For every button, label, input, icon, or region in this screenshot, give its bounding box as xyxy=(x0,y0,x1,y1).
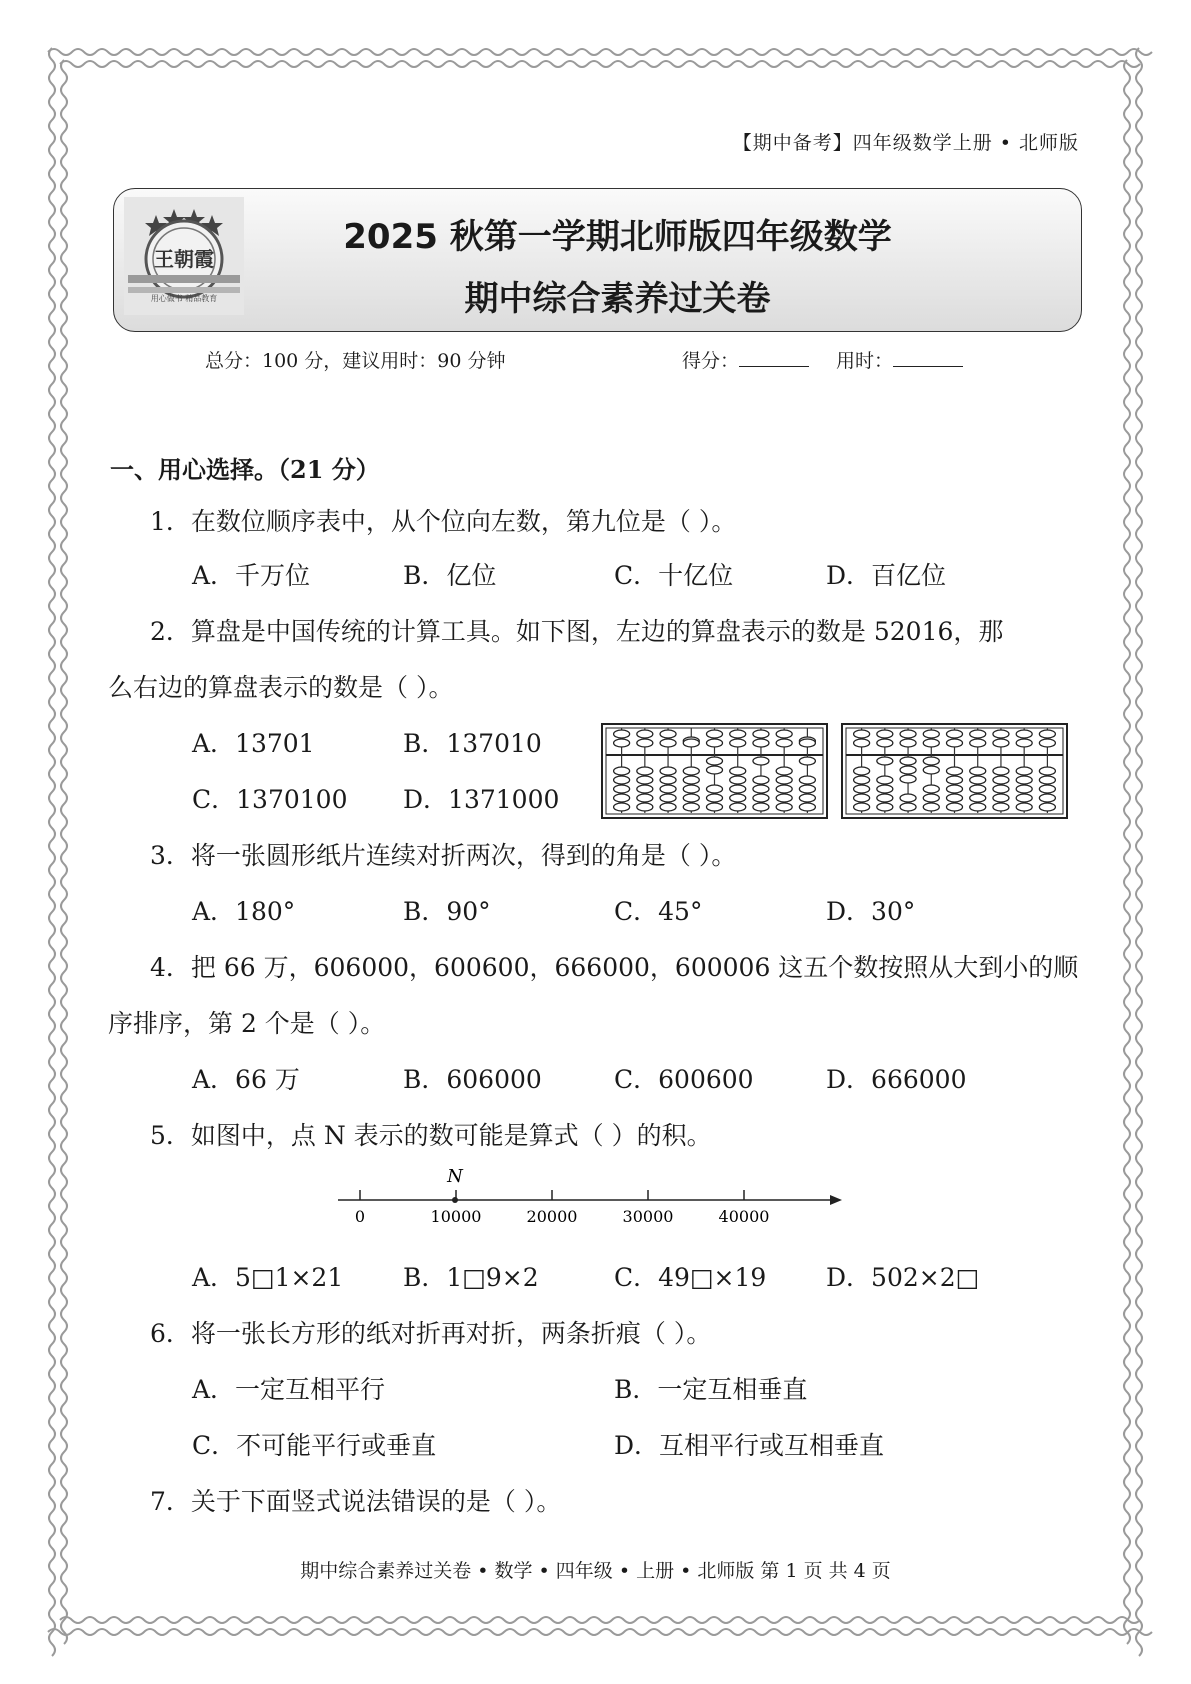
q6-option-d[interactable]: D．互相平行或互相垂直 xyxy=(614,1431,885,1460)
q6-option-a[interactable]: A．一定互相平行 xyxy=(192,1375,386,1404)
point-n-marker xyxy=(452,1197,458,1203)
time-blank[interactable] xyxy=(893,348,963,367)
number-line-arrow xyxy=(830,1195,842,1205)
number-line xyxy=(330,1160,850,1230)
question-5: 5．如图中，点 N 表示的数可能是算式（ ）的积。 xyxy=(150,1121,712,1150)
time-label: 用时： xyxy=(836,350,894,372)
q3-option-b[interactable]: B．90° xyxy=(403,897,491,926)
score-field xyxy=(682,346,809,373)
q3-option-d[interactable]: D．30° xyxy=(826,897,916,926)
question-4-line-1: 4．把 66 万，606000，600600，666000，600006 这五个数按照从大到小的顺 xyxy=(150,953,1079,982)
number-line-tick-label: 0 xyxy=(354,1207,366,1226)
title-line-1: 2025 秋第一学期北师版四年级数学 xyxy=(343,217,892,257)
score-blank[interactable] xyxy=(739,348,809,367)
svg-text:用心做书 精品教育: 用心做书 精品教育 xyxy=(150,294,218,303)
abacus-right xyxy=(842,724,1067,818)
point-n-label: N xyxy=(447,1166,463,1187)
q1-option-a[interactable]: A．千万位 xyxy=(192,561,311,590)
number-line-tick-label: 20000 xyxy=(526,1207,578,1226)
page-footer: 期中综合素养过关卷 • 数学 • 四年级 • 上册 • 北师版 第 1 页 共 4 页 xyxy=(300,1560,891,1582)
q1-option-d[interactable]: D．百亿位 xyxy=(826,561,947,590)
q5-option-d[interactable]: D．502×2□ xyxy=(826,1263,980,1292)
score-info: 总分：100 分，建议用时：90 分钟 xyxy=(205,350,506,372)
series-tag: 【期中备考】四年级数学上册 • 北师版 xyxy=(732,132,1079,154)
number-line-tick-label: 40000 xyxy=(718,1207,770,1226)
number-line-tick-label: 10000 xyxy=(430,1207,482,1226)
q5-option-a[interactable]: A．5□1×21 xyxy=(192,1263,344,1292)
title-banner xyxy=(113,188,1082,332)
question-7: 7．关于下面竖式说法错误的是（ ）。 xyxy=(150,1487,562,1516)
number-line-tick-label: 30000 xyxy=(622,1207,674,1226)
question-3: 3．将一张圆形纸片连续对折两次，得到的角是（ ）。 xyxy=(150,841,737,870)
question-6: 6．将一张长方形的纸对折再对折，两条折痕（ ）。 xyxy=(150,1319,712,1348)
q4-option-d[interactable]: D．666000 xyxy=(826,1065,967,1094)
q3-option-c[interactable]: C．45° xyxy=(614,897,703,926)
abacus-figure xyxy=(600,723,1070,819)
q5-option-b[interactable]: B．1□9×2 xyxy=(403,1263,539,1292)
q3-option-a[interactable]: A．180° xyxy=(192,897,296,926)
question-1: 1．在数位顺序表中，从个位向左数，第九位是（ ）。 xyxy=(150,507,737,536)
svg-text:王朝霞: 王朝霞 xyxy=(154,247,214,271)
q2-option-c[interactable]: C．1370100 xyxy=(192,785,348,814)
q2-option-b[interactable]: B．137010 xyxy=(403,729,542,758)
q4-option-b[interactable]: B．606000 xyxy=(403,1065,542,1094)
q4-option-c[interactable]: C．600600 xyxy=(614,1065,754,1094)
q6-option-c[interactable]: C．不可能平行或垂直 xyxy=(192,1431,437,1460)
question-4-line-2: 序排序，第 2 个是（ ）。 xyxy=(108,1009,386,1038)
section-1-heading: 一、用心选择。（21 分） xyxy=(110,455,380,484)
q2-option-d[interactable]: D．1371000 xyxy=(403,785,560,814)
score-label: 得分： xyxy=(682,350,740,372)
q4-option-a[interactable]: A．66 万 xyxy=(192,1065,300,1094)
time-field xyxy=(836,346,963,373)
q1-option-c[interactable]: C．十亿位 xyxy=(614,561,734,590)
q1-option-b[interactable]: B．亿位 xyxy=(403,561,497,590)
title-line-2: 期中综合素养过关卷 xyxy=(464,279,771,319)
abacus-left xyxy=(602,724,827,818)
q6-option-b[interactable]: B．一定互相垂直 xyxy=(614,1375,808,1404)
question-2-line-2: 么右边的算盘表示的数是（ ）。 xyxy=(108,673,454,702)
q2-option-a[interactable]: A．13701 xyxy=(192,729,315,758)
question-2-line-1: 2．算盘是中国传统的计算工具。如下图，左边的算盘表示的数是 52016，那 xyxy=(150,617,1004,646)
q5-option-c[interactable]: C．49□×19 xyxy=(614,1263,767,1292)
